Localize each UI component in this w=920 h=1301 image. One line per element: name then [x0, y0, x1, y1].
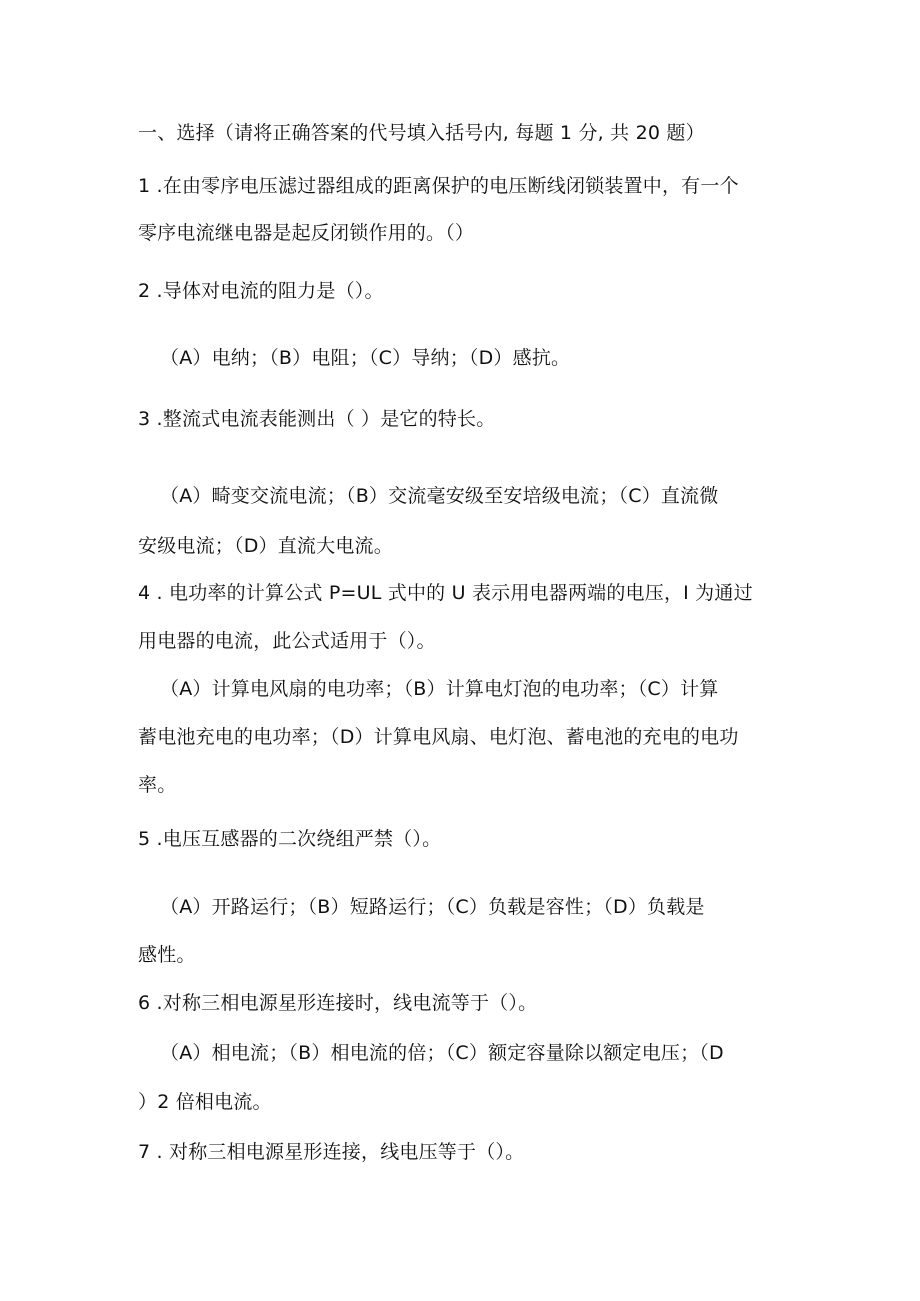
question-4-line-2: 用电器的电流，此公式适用于（）。 — [138, 630, 436, 652]
section-heading: 一、选择（请将正确答案的代号填入括号内, 每题 1 分, 共 20 题） — [138, 122, 705, 144]
question-5-options-line-1: （A）开路运行；（B）短路运行；（C）负载是容性；（D）负载是 — [160, 896, 705, 918]
question-3: 3 .整流式电流表能测出（ ）是它的特长。 — [138, 408, 496, 430]
question-4-options-line-1: （A）计算电风扇的电功率；（B）计算电灯泡的电功率；（C）计算 — [160, 678, 719, 700]
question-3-options-line-2: 安级电流；（D）直流大电流。 — [138, 535, 393, 557]
question-5: 5 .电压互感器的二次绕组严禁（）。 — [138, 828, 442, 850]
question-4-options-line-2: 蓄电池充电的电功率；（D）计算电风扇、电灯泡、蓄电池的充电的电功 — [138, 726, 739, 748]
question-6-options-line-2: ）2 倍相电流。 — [138, 1091, 272, 1113]
question-7: 7 . 对称三相电源星形连接，线电压等于（）。 — [138, 1141, 525, 1163]
question-1-line-1: 1 .在由零序电压滤过器组成的距离保护的电压断线闭锁装置中，有一个 — [138, 175, 739, 197]
question-6-options-line-1: （A）相电流；（B）相电流的倍；（C）额定容量除以额定电压；（D — [160, 1042, 724, 1064]
question-3-options-line-1: （A）畸变交流电流；（B）交流毫安级至安培级电流；（C）直流微 — [160, 485, 719, 507]
question-5-options-line-2: 感性。 — [138, 944, 196, 966]
question-4-options-line-3: 率。 — [138, 774, 177, 796]
question-1-line-2: 零序电流继电器是起反闭锁作用的。（） — [138, 222, 475, 244]
question-2: 2 .导体对电流的阻力是（）。 — [138, 280, 384, 302]
question-4-line-1: 4 . 电功率的计算公式 P=UL 式中的 U 表示用电器两端的电压，I 为通过 — [138, 582, 753, 604]
question-6: 6 .对称三相电源星形连接时，线电流等于（）。 — [138, 992, 538, 1014]
question-2-options: （A）电纳；（B）电阻；（C）导纳；（D）感抗。 — [160, 347, 571, 369]
